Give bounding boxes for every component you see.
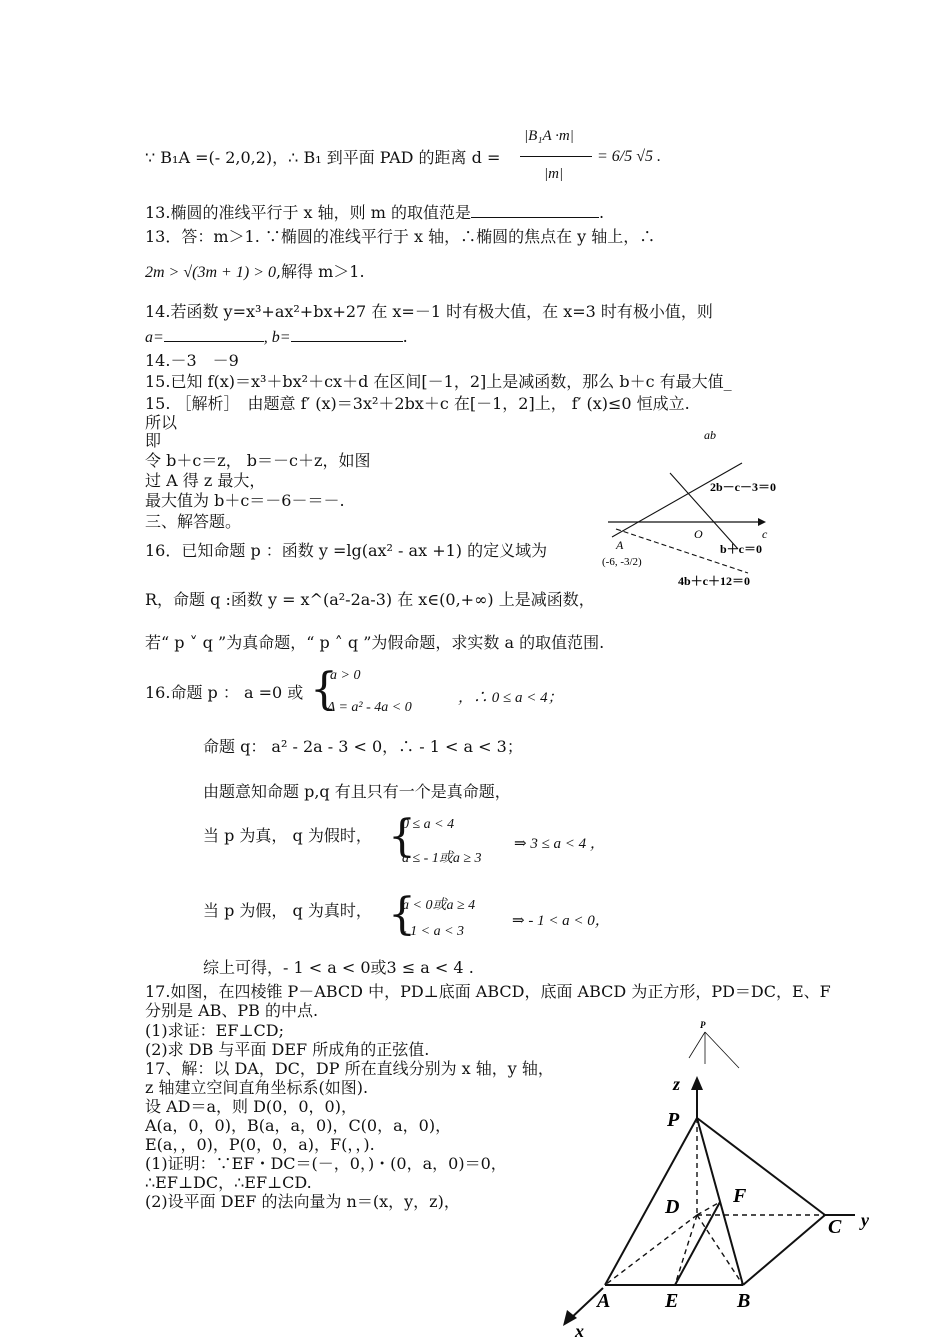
q16-conclusion-text: 综上可得，- 1 < a < 0或3 ≤ a < 4 . bbox=[203, 958, 474, 977]
label-A: A bbox=[597, 1290, 611, 1312]
q14-text: 14.若函数 y=x³+ax²+bx+27 在 x=－1 时有极大值，在 x=3 时有极小值，则 bbox=[145, 302, 713, 321]
q15-analysis bbox=[145, 394, 690, 414]
q17-text-5: 17、解：以 DA，DC，DP 所在直线分别为 x 轴，y 轴， bbox=[145, 1059, 554, 1078]
q16-case1-head: 当 p 为真， q 为假时， bbox=[203, 826, 372, 845]
q17-text-10: (1)证明：∵EF・DC＝(－，0，)・(0，a，0)＝0， bbox=[145, 1154, 507, 1173]
lp-graph bbox=[598, 425, 778, 595]
q16-case2 bbox=[203, 901, 372, 921]
q17-text-2: 分别是 AB、PB 的中点. bbox=[145, 1001, 319, 1020]
q17-text-8: A(a，0，0)，B(a，a，0)，C(0，a，0)， bbox=[145, 1116, 452, 1135]
fraction-den: |m| bbox=[544, 166, 564, 182]
label-P: P bbox=[667, 1109, 680, 1131]
q15-max: 最大值为 b＋c＝－6－＝－. bbox=[145, 491, 345, 510]
q17-l32 bbox=[145, 1116, 451, 1136]
label-F: F bbox=[733, 1185, 747, 1207]
q17-l27 bbox=[145, 1021, 284, 1041]
q14-a-blank bbox=[164, 327, 264, 342]
q14-answer bbox=[145, 351, 239, 371]
q15-suoyi: 所以 bbox=[145, 413, 178, 432]
q17-text-9: E(a，，0)，P(0，0，a)，F(，，). bbox=[145, 1135, 375, 1154]
line-2b-c-3 bbox=[612, 463, 742, 537]
q15-l14 bbox=[145, 491, 345, 511]
q17-l28 bbox=[145, 1040, 429, 1060]
q16-case1 bbox=[203, 826, 372, 846]
cone-l1 bbox=[689, 1032, 705, 1058]
q17-l33 bbox=[145, 1135, 375, 1155]
q13-inequality-math: 2m > √(3m + 1) > 0 bbox=[145, 264, 276, 281]
q16-sol-q bbox=[203, 737, 523, 757]
x-label: x bbox=[575, 1321, 584, 1340]
q16-case2-c1: a < 0或a ≥ 4 bbox=[402, 898, 476, 913]
graph-origin: O bbox=[694, 527, 703, 541]
graph-axis-c: c bbox=[762, 527, 768, 541]
q15-l10 bbox=[145, 413, 177, 433]
graph-label-line3: 4b＋c＋12＝0 bbox=[678, 574, 751, 588]
z-label: z bbox=[673, 1074, 681, 1094]
fraction-num: |B₁A ·m| bbox=[524, 128, 574, 144]
graph-label-line1: 2b－c－3＝0 bbox=[710, 480, 777, 494]
edge-BC bbox=[743, 1215, 825, 1285]
q16-sol-p-head: 16.命题 p ： a =0 或 bbox=[145, 683, 304, 702]
small-cone-sketch bbox=[685, 1018, 745, 1070]
graph-label-line2: b＋c＝0 bbox=[720, 542, 763, 556]
q16-sol-p-c2: Δ = a² - 4a < 0 bbox=[327, 700, 412, 715]
line-1 bbox=[145, 148, 500, 168]
small-p-label: P bbox=[700, 1020, 706, 1030]
q15-l12 bbox=[145, 451, 370, 471]
q16-sol-p-tail: ，∴ 0 ≤ a < 4； bbox=[458, 690, 563, 706]
cone-l3 bbox=[705, 1032, 739, 1068]
q16-text-2: R，命题 q :函数 y = x^(a²-2a-3) 在 x∈(0,+∞) 上是减函数， bbox=[145, 590, 595, 609]
q16-question-2 bbox=[145, 590, 595, 610]
q16-case2-tail: ⇒ - 1 < a < 0， bbox=[512, 913, 610, 929]
q15-analysis-text: 15. ［解析］ 由题意 f′ (x)＝3x²＋2bx＋c 在[－1，2]上， f′ (x)≤0 恒成立. bbox=[145, 394, 690, 413]
section-heading bbox=[145, 512, 241, 532]
brace-3: { bbox=[388, 889, 416, 940]
label-C: C bbox=[828, 1216, 842, 1238]
q16-question-3 bbox=[145, 633, 604, 653]
q13-inequality-tail: ,解得 m＞1. bbox=[275, 262, 365, 281]
q16-text: 16．已知命题 p ：函数 y =lg(ax² - ax +1) 的定义域为 bbox=[145, 541, 548, 560]
q16-case2-head: 当 p 为假， q 为真时， bbox=[203, 901, 372, 920]
q17-l31 bbox=[145, 1097, 357, 1117]
q16-case1-c1: 0 ≤ a < 4 bbox=[402, 817, 455, 832]
graph-top-label: ab bbox=[704, 428, 716, 442]
q13-text: 13.椭圆的准线平行于 x 轴，则 m 的取值范是 bbox=[145, 203, 471, 222]
fraction-bar bbox=[520, 156, 592, 157]
q16-sol-one-true-text: 由题意知命题 p,q 有且只有一个是真命题， bbox=[203, 782, 511, 801]
section-title: 三、解答题。 bbox=[145, 512, 242, 531]
q15-ji: 即 bbox=[145, 431, 162, 450]
q15-let: 令 b＋c＝z， b＝－c＋z，如图 bbox=[145, 451, 371, 470]
q14-a-label: a= bbox=[145, 329, 164, 346]
edge-DA bbox=[605, 1215, 697, 1285]
q16-case1-tail: ⇒ 3 ≤ a < 4 ， bbox=[514, 836, 605, 852]
q13-blank bbox=[471, 203, 599, 218]
q14-end: . bbox=[402, 327, 408, 346]
q15-through-a: 过 A 得 z 最大， bbox=[145, 471, 266, 490]
distance-formula-text: ∵ B₁A =(- 2,0,2)，∴ B₁ 到平面 PAD 的距离 d = bbox=[145, 148, 501, 167]
edge-DB bbox=[697, 1215, 743, 1285]
q14-b-label: , b= bbox=[263, 329, 291, 346]
q14-b-blank bbox=[291, 327, 403, 342]
label-D: D bbox=[665, 1196, 680, 1218]
q17-l25 bbox=[145, 982, 831, 1002]
q17-l30 bbox=[145, 1078, 368, 1098]
q16-question bbox=[145, 541, 547, 561]
q17-text-4: (2)求 DB 与平面 DEF 所成角的正弦值. bbox=[145, 1040, 430, 1059]
q15-l13 bbox=[145, 471, 265, 491]
q15-text: 15.已知 f(x)＝x³＋bx²＋cx＋d 在区间[－1，2]上是减函数，那么 b＋c 有最大值_ bbox=[145, 372, 732, 391]
q16-sol-one-true bbox=[203, 782, 511, 802]
q17-text-6: z 轴建立空间直角坐标系(如图). bbox=[145, 1078, 369, 1097]
q17-text-3: (1)求证：EF⊥CD; bbox=[145, 1021, 284, 1040]
distance-result: = 6/5 √5 . bbox=[597, 148, 662, 165]
q17-text-7: 设 AD＝a，则 D(0，0，0)， bbox=[145, 1097, 357, 1116]
q17-text-12: (2)设平面 DEF 的法向量为 n＝(x，y，z)， bbox=[145, 1192, 460, 1211]
graph-point-a: A bbox=[616, 538, 624, 552]
q17-text-11: ∴EF⊥DC，∴EF⊥CD. bbox=[145, 1173, 312, 1192]
q16-case2-c2: - 1 < a < 3 bbox=[402, 924, 465, 939]
label-E: E bbox=[665, 1290, 679, 1312]
q16-sol-q-text: 命题 q： a² - 2a - 3 < 0，∴ - 1 < a < 3； bbox=[203, 737, 523, 756]
q14-blanks bbox=[145, 327, 408, 348]
q16-sol-p-c1: a > 0 bbox=[330, 668, 361, 683]
q17-l26 bbox=[145, 1001, 318, 1021]
q16-text-3: 若“ p ˅ q ”为真命题，“ p ˄ q ”为假命题，求实数 a 的取值范围. bbox=[145, 633, 605, 652]
q15-l11 bbox=[145, 431, 161, 451]
q13-answer bbox=[145, 227, 655, 247]
edge-PC bbox=[697, 1118, 825, 1215]
q16-conclusion bbox=[203, 958, 474, 978]
q17-l34 bbox=[145, 1154, 507, 1174]
q17-l29 bbox=[145, 1059, 554, 1079]
q14-answer-text: 14.－3 －9 bbox=[145, 351, 239, 370]
q15-question bbox=[145, 372, 732, 392]
graph-point-a-coords: (-6, -3/2) bbox=[602, 556, 642, 568]
q13-question bbox=[145, 203, 604, 223]
q17-text-1: 17.如图，在四棱锥 P－ABCD 中，PD⊥底面 ABCD，底面 ABCD 为正方形，PD＝DC，E、F bbox=[145, 982, 831, 1001]
q13-answer-text: 13．答：m＞1. ∵椭圆的准线平行于 x 轴，∴椭圆的焦点在 y 轴上，∴ bbox=[145, 227, 656, 246]
q13-end: . bbox=[599, 203, 605, 222]
q13-inequality bbox=[145, 262, 365, 283]
y-label: y bbox=[861, 1210, 869, 1230]
q17-l35 bbox=[145, 1173, 312, 1193]
z-axis-arrow bbox=[691, 1076, 703, 1090]
q14-question bbox=[145, 302, 713, 322]
label-B: B bbox=[737, 1290, 751, 1312]
q16-sol-p bbox=[145, 683, 303, 703]
brace-1: { bbox=[310, 664, 338, 715]
q17-l36 bbox=[145, 1192, 460, 1212]
q16-case1-c2: a ≤ - 1或a ≥ 3 bbox=[402, 851, 482, 866]
pyramid-figure bbox=[555, 1070, 895, 1340]
c-axis-arrow bbox=[758, 518, 766, 526]
brace-2: { bbox=[388, 811, 416, 862]
